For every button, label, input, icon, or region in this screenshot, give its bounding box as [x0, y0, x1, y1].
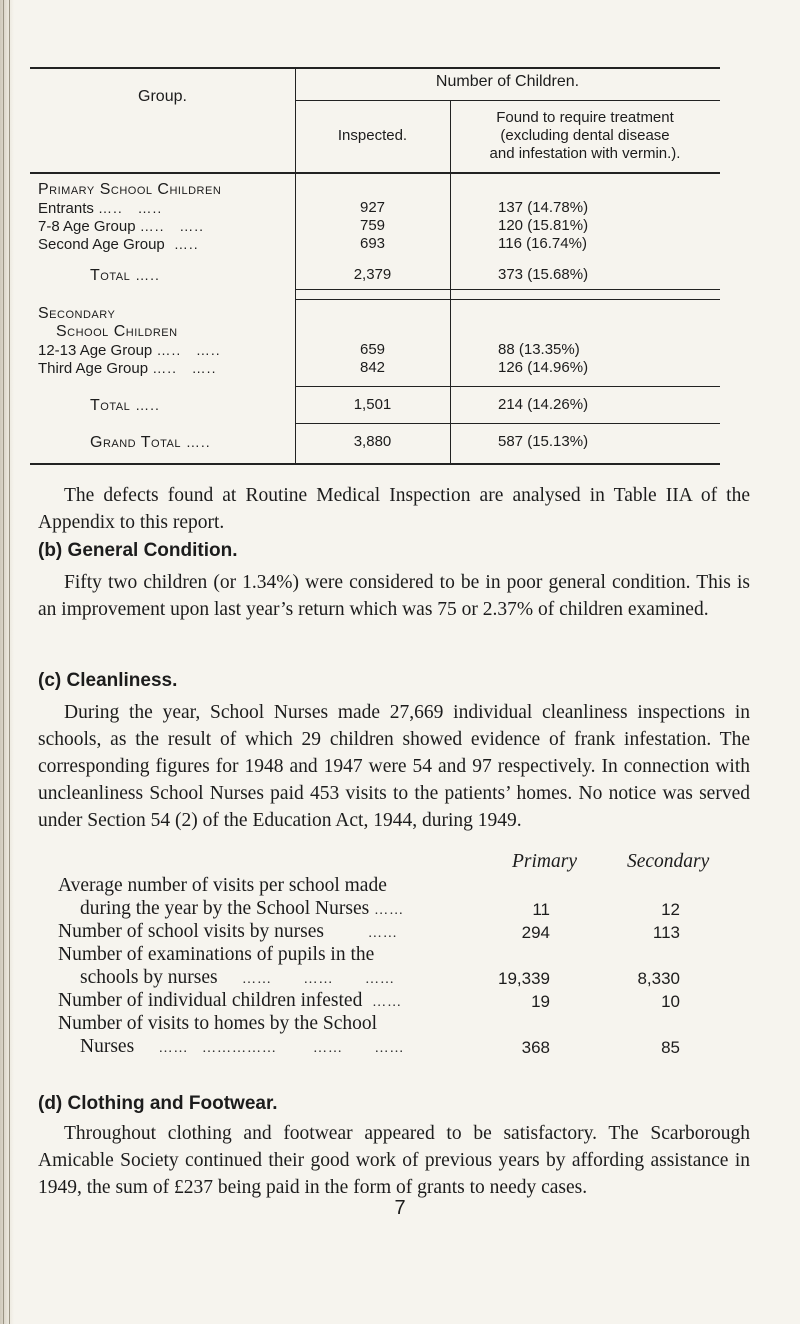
- stat-secondary-value: 12: [661, 900, 680, 919]
- row-label: 12-13 Age Group ….. …..: [38, 342, 221, 359]
- cell-inspected: 659: [359, 341, 386, 358]
- column-header-found: Found to require treatment: [496, 109, 674, 126]
- stat-label: Number of examinations of pupils in the: [58, 944, 375, 965]
- cell-found: 88 (13.35%): [498, 341, 580, 358]
- cell-found: 126 (14.96%): [498, 359, 589, 376]
- stat-label: Average number of visits per school made: [58, 875, 387, 896]
- grand-total-label: Grand Total …..: [90, 434, 211, 451]
- stat-secondary-value: 113: [652, 923, 680, 942]
- section-label-secondary: Secondary: [38, 305, 116, 322]
- column-header-group: Group.: [138, 88, 187, 105]
- stat-primary-value: 368: [521, 1038, 550, 1057]
- stat-primary-value: 11: [532, 900, 550, 919]
- cell-total-found: 373 (15.68%): [498, 266, 589, 283]
- row-label: Entrants ….. …..: [38, 200, 163, 217]
- cell-total-inspected: 2,379: [353, 266, 392, 283]
- stat-label: Number of school visits by nurses ……: [58, 921, 398, 942]
- section-label-secondary: School Children: [56, 323, 178, 340]
- cell-inspected: 842: [359, 359, 386, 376]
- column-header-inspected: Inspected.: [337, 127, 408, 144]
- row-label: Third Age Group ….. …..: [38, 360, 217, 377]
- stat-secondary-value: 10: [661, 992, 680, 1011]
- stat-primary-value: 294: [521, 923, 550, 942]
- general-condition-paragraph: Fifty two children (or 1.34%) were considered to be in poor general condition. This is an improvement upon last year’s return which was 75 or 2.37% of children examined.: [38, 572, 750, 620]
- cell-inspected: 927: [359, 199, 386, 216]
- clothing-paragraph: Throughout clothing and footwear appeared to be satisfactory. The Scarborough Amicable Society continued their good work of previous years by affording assistance in 1949, the sum of £237 being paid in the form of grants to needy cases.: [38, 1123, 750, 1198]
- row-label: Second Age Group …..: [38, 236, 199, 253]
- cell-grand-total-inspected: 3,880: [353, 433, 392, 450]
- cell-grand-total-found: 587 (15.13%): [498, 433, 589, 450]
- stat-label: Number of individual children infested ……: [58, 990, 403, 1011]
- section-heading-general-condition: (b) General Condition.: [38, 540, 238, 561]
- page-number: 7: [394, 1197, 406, 1219]
- total-label: Total …..: [90, 397, 160, 414]
- stat-primary-value: 19,339: [498, 969, 550, 988]
- column-header-secondary: Secondary: [627, 851, 710, 872]
- column-header-found: and infestation with vermin.).: [489, 145, 681, 162]
- stat-secondary-value: 85: [661, 1038, 680, 1057]
- stat-secondary-value: 8,330: [637, 969, 680, 988]
- intro-paragraph: The defects found at Routine Medical Inspection are analysed in Table IIA of the Appendix to this report.: [38, 485, 750, 533]
- cell-total-inspected: 1,501: [353, 396, 392, 413]
- cell-total-found: 214 (14.26%): [498, 396, 589, 413]
- section-heading-clothing: (d) Clothing and Footwear.: [38, 1093, 278, 1114]
- stat-label: Number of visits to homes by the School: [58, 1013, 378, 1034]
- column-header-number: Number of Children.: [435, 73, 580, 90]
- row-label: 7-8 Age Group ….. …..: [38, 218, 204, 235]
- stat-label: Nurses …… …………… …… ……: [80, 1036, 405, 1057]
- cell-found: 116 (16.74%): [498, 235, 587, 252]
- cleanliness-paragraph: During the year, School Nurses made 27,669 individual cleanliness inspections in schools, as the result of which 29 children showed evidence of frank infestation. The corresponding figures for 1948 and 1947 were 54 and 97 respectively. In connection with uncleanliness School Nurses paid 453 visits to the patients’ homes. No notice was served under Section 54 (2) of the Education Act, 1944, during 1949.: [38, 702, 750, 831]
- cell-inspected: 759: [359, 217, 386, 234]
- column-header-primary: Primary: [512, 851, 577, 872]
- children-inspection-table: [0, 0, 800, 470]
- cell-inspected: 693: [359, 235, 386, 252]
- section-label-primary: Primary School Children: [38, 181, 222, 198]
- column-header-found: (excluding dental disease: [500, 127, 670, 144]
- stat-label: during the year by the School Nurses ……: [80, 898, 405, 919]
- stat-primary-value: 19: [531, 992, 550, 1011]
- stat-label: schools by nurses …… …… ……: [80, 967, 395, 988]
- section-heading-cleanliness: (c) Cleanliness.: [38, 670, 178, 691]
- cell-found: 137 (14.78%): [498, 199, 589, 216]
- cell-found: 120 (15.81%): [498, 217, 589, 234]
- total-label: Total …..: [90, 267, 160, 284]
